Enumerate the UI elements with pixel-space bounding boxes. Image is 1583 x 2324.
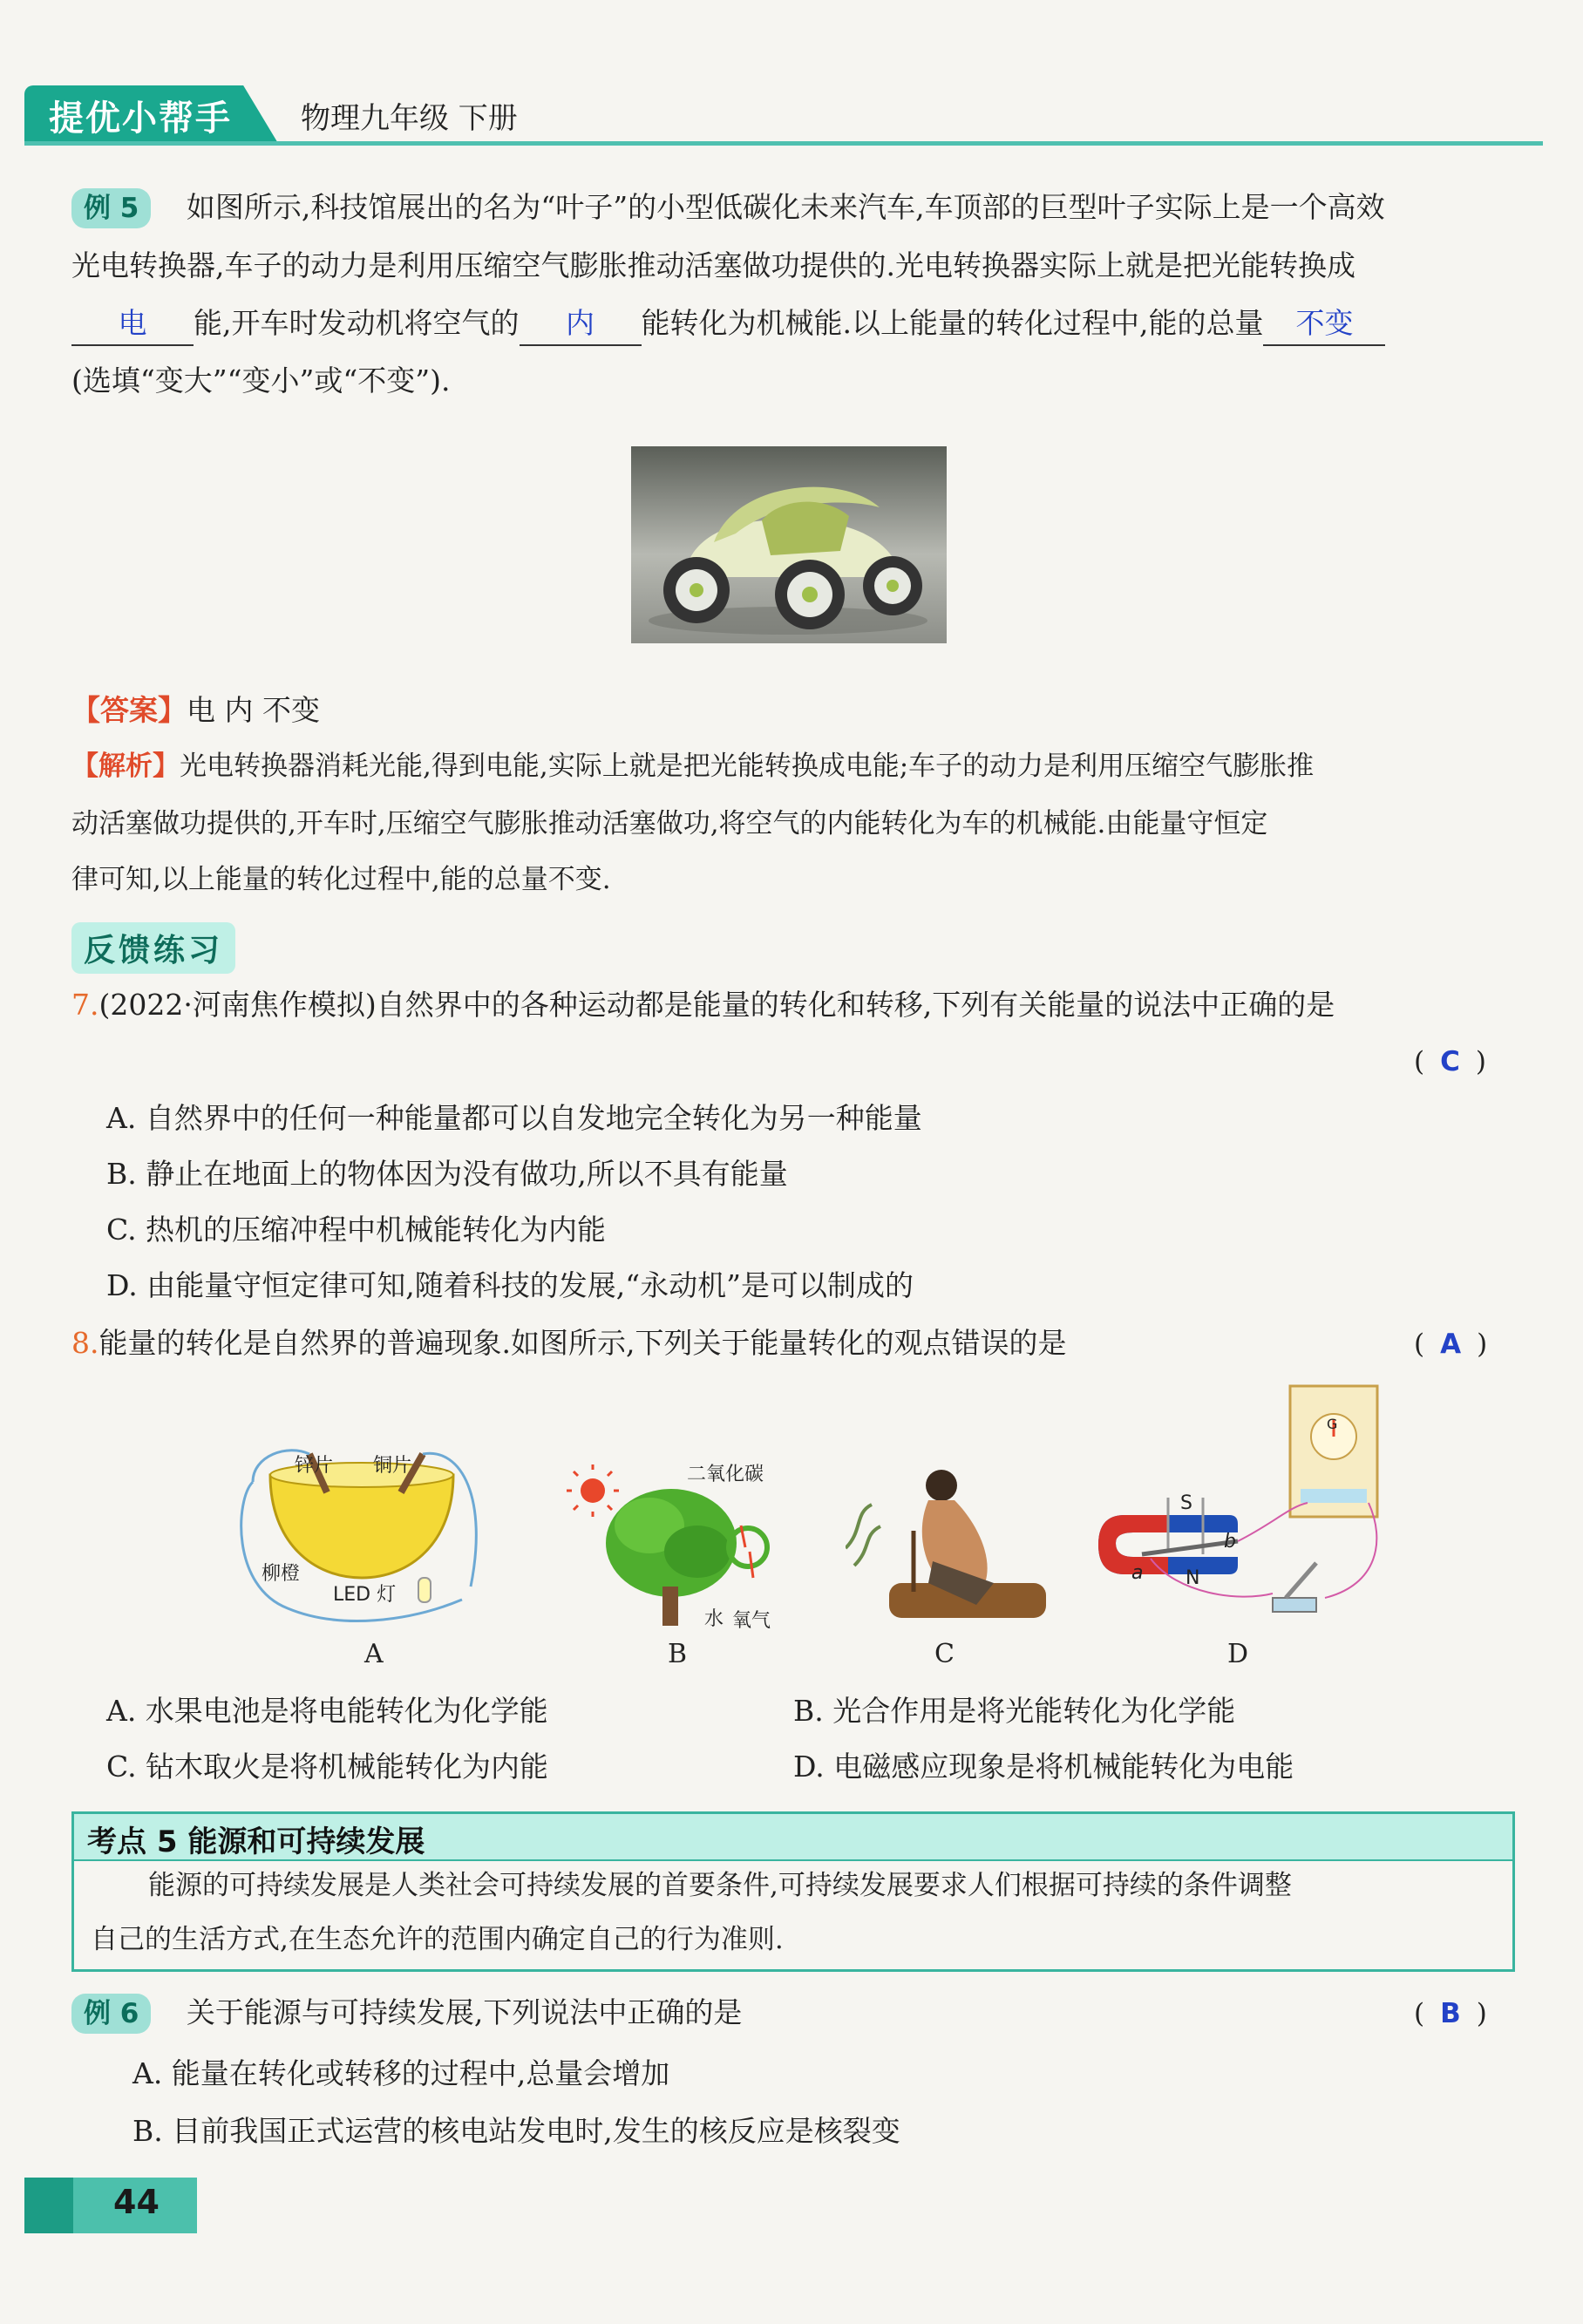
feedback-title: 反馈练习 [71, 922, 235, 974]
answer-label: 【答案】 [71, 693, 187, 727]
example6-tag: 例 6 [71, 1994, 151, 2034]
q8-stem: 能量的转化是自然界的普遍现象.如图所示,下列关于能量转化的观点错误的是 [99, 1326, 1067, 1360]
example6-answer: B [1440, 1998, 1461, 2029]
q8-option-b: B. 光合作用是将光能转化为化学能 [793, 1694, 1236, 1728]
q7-number: 7. [71, 988, 99, 1022]
header-rule [24, 141, 1543, 146]
keypoint5-title: 考点 5 能源和可持续发展 [87, 1825, 425, 1859]
q7-option-a: A. 自然界中的任何一种能量都可以自发地完全转化为另一种能量 [106, 1101, 922, 1135]
example5-analysis-line3: 律可知,以上能量的转化过程中,能的总量不变. [71, 864, 611, 895]
fig-a-copper-label: 铜片 [373, 1455, 412, 1477]
analysis-label: 【解析】 [71, 751, 180, 782]
fig-a-zinc-label: 锌片 [295, 1455, 334, 1477]
fig-d-g-label: G [1327, 1416, 1338, 1432]
fig-b-water-label: 水 [704, 1608, 724, 1630]
fig-d-a-label: a [1131, 1562, 1144, 1584]
figure-a-fruit-battery [235, 1447, 506, 1630]
figure-c-fire-drill [846, 1461, 1055, 1635]
example5-tag: 例 5 [71, 188, 151, 228]
analysis-text1: 光电转换器消耗光能,得到电能,实际上就是把光能转换成电能;车子的动力是利用压缩空气膨胀推 [180, 751, 1315, 782]
q8-stem-line [71, 1315, 1066, 1372]
q7-option-b: B. 静止在地面上的物体因为没有做功,所以不具有能量 [106, 1157, 788, 1191]
fig-b-co2-label: 二氧化碳 [687, 1464, 764, 1485]
example5-blank2: 内 [520, 302, 642, 346]
example6-answer-box: ( B ) [1414, 1998, 1487, 2029]
q8-answer-box: ( A ) [1414, 1328, 1488, 1360]
q7-option-c: C. 热机的压缩冲程中机械能转化为内能 [106, 1213, 607, 1247]
fig-d-n-label: N [1186, 1567, 1200, 1589]
example5-line1 [71, 179, 1385, 236]
q7-stem: (2022·河南焦作模拟)自然界中的各种运动都是能量的转化和转移,下列有关能量的说法中正确的是 [99, 988, 1335, 1022]
answer-text: 电 内 不变 [187, 693, 320, 727]
page-number-accent [24, 2178, 73, 2233]
fig-d-s-label: S [1180, 1492, 1192, 1514]
example5-answer [71, 682, 320, 739]
keypoint5-line2: 自己的生活方式,在生态允许的范围内确定自己的行为准则. [91, 1924, 784, 1955]
example5-text3b: 能转化为机械能.以上能量的转化过程中,能的总量 [641, 306, 1264, 340]
fig-a-led-label: LED 灯 [333, 1584, 397, 1606]
example5-text1: 如图所示,科技馆展出的名为“叶子”的小型低碳化未来汽车,车顶部的巨型叶子实际上是一个高效 [186, 190, 1385, 224]
q7-answer: C [1440, 1046, 1460, 1077]
figure-d-induction [1098, 1384, 1386, 1637]
example6-option-b: B. 目前我国正式运营的核电站发电时,发生的核反应是核裂变 [132, 2114, 900, 2148]
page-number: 44 [113, 2183, 160, 2221]
fig-b-oxygen-label: 氧气 [732, 1610, 771, 1632]
example5-text3a: 能,开车时发动机将空气的 [194, 306, 520, 340]
example5-analysis-line1 [71, 737, 1314, 795]
example6-stem-line [71, 1984, 742, 2042]
figure-label-d: D [1227, 1639, 1249, 1669]
header-tab-label: 提优小帮手 [49, 99, 232, 139]
fig-d-b-label: b [1224, 1531, 1236, 1553]
q8-option-d: D. 电磁感应现象是将机械能转化为电能 [793, 1750, 1294, 1784]
example5-line4: (选填“变大”“变小”或“不变”). [71, 364, 451, 398]
leaf-car-image [631, 446, 947, 643]
fig-a-orange-label: 柳橙 [262, 1563, 301, 1585]
example5-analysis-line2: 动活塞做功提供的,开车时,压缩空气膨胀推动活塞做功,将空气的内能转化为车的机械能.由能量守恒定 [71, 808, 1268, 839]
q7-stem-line [71, 976, 1335, 1034]
figure-label-c: C [934, 1639, 955, 1669]
example5-blank1: 电 [71, 302, 194, 346]
example5-line3 [71, 295, 1385, 352]
example5-blank3: 不变 [1263, 302, 1385, 346]
q8-number: 8. [71, 1326, 99, 1360]
keypoint5-line1: 能源的可持续发展是人类社会可持续发展的首要条件,可持续发展要求人们根据可持续的条件调整 [148, 1870, 1292, 1901]
q8-option-c: C. 钻木取火是将机械能转化为内能 [106, 1750, 549, 1784]
q7-answer-box: ( C ) [1414, 1046, 1486, 1077]
figure-label-a: A [364, 1639, 384, 1669]
example6-stem: 关于能源与可持续发展,下列说法中正确的是 [186, 1995, 743, 2029]
figure-label-b: B [668, 1639, 688, 1669]
figure-b-photosynthesis [567, 1464, 802, 1630]
header-subtitle: 物理九年级 下册 [301, 101, 518, 136]
q8-option-a: A. 水果电池是将电能转化为化学能 [106, 1694, 548, 1728]
q7-option-d: D. 由能量守恒定律可知,随着科技的发展,“永动机”是可以制成的 [106, 1268, 914, 1302]
example5-line2: 光电转换器,车子的动力是利用压缩空气膨胀推动活塞做功提供的.光电转换器实际上就是把光能转换成 [71, 248, 1355, 282]
q8-answer: A [1440, 1328, 1462, 1360]
example6-option-a: A. 能量在转化或转移的过程中,总量会增加 [132, 2056, 670, 2090]
